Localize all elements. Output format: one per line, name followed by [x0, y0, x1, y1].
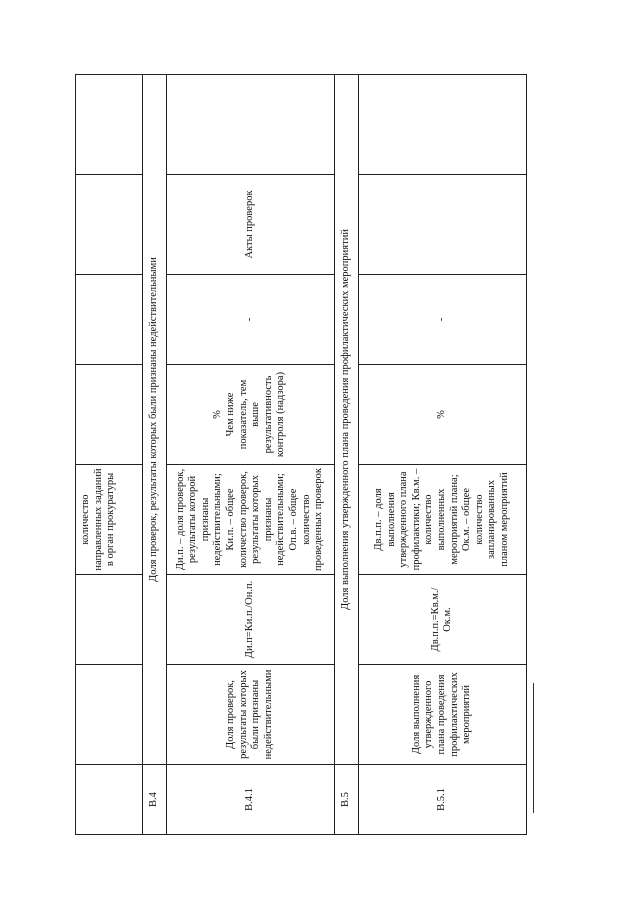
- cell-target: -: [358, 275, 526, 365]
- cell-definition: Ди.п. – доля проверок, результаты которой признаны недействительными; Ки.п. – общее количество проверок, результаты которых признаны недействительными; Оп.в. – общее количество проведенных проверок: [166, 465, 334, 575]
- cell-empty: [76, 575, 143, 665]
- section-heading: Доля выполнения утвержденного плана проведения профилактических мероприятий: [334, 75, 358, 765]
- cell-empty: [76, 275, 143, 365]
- cell-code: В.4: [142, 765, 166, 835]
- cell-definition: Дв.п.п. – доля выполнения утвержденного плана профилактики; Кв.м. – количество выполненных мероприятий плана; Ок.м. – общее количество запланированных планом мероприятий: [358, 465, 526, 575]
- cell-empty: [358, 75, 526, 175]
- cell-source: Акты проверок: [166, 175, 334, 275]
- cell-empty: [76, 365, 143, 465]
- cell-empty: [76, 75, 143, 175]
- cell-empty: [358, 175, 526, 275]
- footnote-separator-line: [533, 683, 535, 813]
- cell-code: В.4.1: [166, 765, 334, 835]
- cell-empty: [166, 75, 334, 175]
- cell-empty: [76, 765, 143, 835]
- rotated-table-container: [75, 75, 527, 835]
- table-row-section-b4: [142, 75, 166, 835]
- cell-formula: Ди.п=Ки.п./Он.п.: [166, 575, 334, 665]
- table-row-continuation: [76, 75, 143, 835]
- cell-code: В.5: [334, 765, 358, 835]
- table-row-b41: [166, 75, 334, 835]
- cell-continued-text: количество направленных заданий в орган прокуратуры: [76, 465, 143, 575]
- interpretation-text: Чем ниже показатель, тем выше результативность контроля (надзора): [225, 371, 287, 458]
- cell-indicator-name: Доля проверок, результаты которых были признаны недействительными: [166, 665, 334, 765]
- cell-empty: [76, 665, 143, 765]
- section-heading: Доля проверок, результаты которых были признаны недействительными: [142, 75, 166, 765]
- table-row-section-b5: [334, 75, 358, 835]
- table-row-b51: [358, 75, 526, 835]
- cell-unit-interpretation: [166, 365, 334, 465]
- cell-formula: Дв.п.п.=Кв.м./Ок.м.: [358, 575, 526, 665]
- cell-indicator-name: Доля выполнения утвержденного плана проведения профилактических мероприятий: [358, 665, 526, 765]
- cell-unit: %: [358, 365, 526, 465]
- cell-empty: [76, 175, 143, 275]
- cell-target: -: [166, 275, 334, 365]
- cell-code: В.5.1: [358, 765, 526, 835]
- indicators-table: [75, 74, 527, 835]
- unit-label: %: [212, 410, 224, 419]
